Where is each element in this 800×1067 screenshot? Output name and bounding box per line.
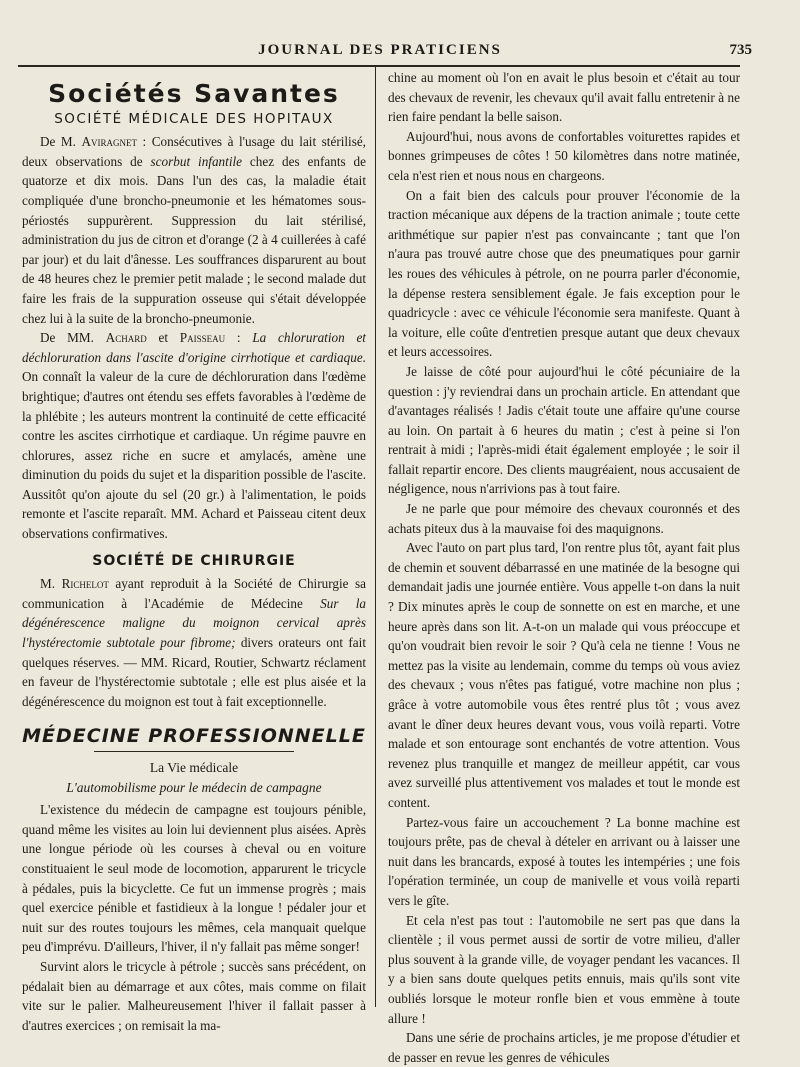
- paragraph: M. Richelot ayant reproduit à la Société de Chirurgie sa communication à l'Académie de Médecine Sur la dégénérescence maligne du moignon cervical après l'hystérectomie subtotale pour fibrome; divers orateurs ont fait quelques réserves. — MM. Ricard, Routier, Schwartz réclament en faveur de l'hystérectomie subtotale ; elle est plus aisée et la dégénérescence du moignon est tout à fait exceptionnelle.: [22, 576, 366, 709]
- left-column: [22, 68, 366, 1035]
- page-number: 735: [729, 42, 752, 58]
- article-subtitle: L'automobilisme pour le médecin de campagne: [66, 779, 322, 795]
- paragraph: Je laisse de côté pour aujourd'hui le côté pécuniaire de la question : j'y reviendrai dans un prochain article. En attendant que d'avantages réalisés ! Jadis c'était toute une affaire qu'une course au loin. On partait à 6 heures du matin ; c'est à peine si l'on rentrait à midi ; l'après-midi était également employée ; le soir il fallait repartir encore. Des clients maugréaient, nous accusaient de négligence, nous n'arrivions pas à tout faire.: [388, 363, 740, 497]
- paragraph: chine au moment où l'on en avait le plus besoin et c'était au tour des chevaux de revenir, les chevaux qu'il avait fallu entretenir à ne rien faire pendant la belle saison.: [388, 70, 740, 125]
- subheading-hopitaux: SOCIÉTÉ MÉDICALE DES HOPITAUX: [54, 110, 334, 127]
- paragraph: Avec l'auto on part plus tard, l'on rentre plus tôt, ayant fait plus de chemin et souvent débarrassé en une matinée de la besogne qui demandait jadis une journée entière. Vous appelle t-on dans la nuit ? Dix minutes après le coup de sonnette on est en marche, et une heure après dans son lit. A-t-on un malade qui vous préoccupe et qu'on voudrait bien revoir le soir ? Qu'à cela ne tienne ! Vous ne mettez pas la visite au lendemain, comme du temps où vous aviez des chevaux ; vous n'êtes pas fatigué, votre machine non plus ; grâce à votre automobile vous êtes rentré plus tôt ; vous avez avant le dîner deux heures devant vous, vous voilà reparti. Votre malade et son entourage sont enchantés de votre attention. Vous revenez plus tranquille et mangez de meilleur appétit, car vous avez surveillé plus attentivement vos malades et tout le monde est content.: [388, 540, 740, 810]
- paragraph: Dans une série de prochains articles, je me propose d'étudier et de passer en revue les genres de véhicules: [388, 1030, 740, 1065]
- paragraph: On a fait bien des calculs pour prouver l'économie de la traction mécanique aux dépens de la traction animale ; toute cette arithmétique sur papier n'est pas convaincante ; tant que l'on n'aura pas trouvé autre chose que des pneumatiques pour garnir les roues des véhicules à pétrole, on ne pourra parler d'économie, la dépense restera sensiblement égale. Je fais exception pour le quadricycle : avec ce véhicule l'économie sera manifeste. Quant à la voiture, elle coûte d'entretien presque autant que deux chevaux et leurs accessoires.: [388, 187, 740, 360]
- paragraph: Partez-vous faire un accouchement ? La bonne machine est toujours prête, pas de cheval à dételer en arrivant ou à laisser une nuit dans les brancards, exposé à toutes les intempéries ; une fois l'opération terminée, un coup de manivelle et vous voilà reparti vers le gîte.: [388, 814, 740, 908]
- subheading-chirurgie: SOCIÉTÉ DE CHIRURGIE: [92, 552, 296, 569]
- paragraph: Survint alors le tricycle à pétrole ; succès sans précédent, on pédalait bien au démarrage et aux côtes, mais comme on filait vite sur le palier. Malheureusement l'hiver il fallait passer à d'autres exercices ; on remisait la ma-: [22, 958, 366, 1033]
- section-heading-societes: Sociétés Savantes: [48, 79, 340, 108]
- journal-title: JOURNAL DES PRATICIENS: [258, 42, 502, 58]
- running-header: [20, 42, 752, 64]
- paragraph: Aujourd'hui, nous avons de confortables voiturettes rapides et bonnes grimpeuses de côtes ! 50 kilomètres dans notre matinée, cela n'est rien et nous nous en chargeons.: [388, 128, 740, 183]
- heading-underline: [94, 751, 294, 752]
- column-divider: [375, 67, 376, 1007]
- paragraph: L'existence du médecin de campagne est toujours pénible, quand même les visites au loin lui deviennent plus aisées. Après une longue période où les courses à cheval ou en voiture constituaient le seul mode de locomotion, apparurent le tricycle à pédales, puis la bicyclette. Ce fut un immense progrès ; mais quel exercice pénible et fastidieux à la longue ! pédaler jour et nuit sur des routes toujours les mêmes, cela manquait quelque peu d'imprévu. D'ailleurs, l'hiver, il n'y fallait pas même songer!: [22, 802, 366, 955]
- paragraph: Je ne parle que pour mémoire des chevaux couronnés et des achats piteux dus à la mauvaise foi des maquignons.: [388, 501, 740, 536]
- right-column: [388, 68, 740, 1067]
- section-heading-medecine: MÉDECINE PROFESSIONNELLE: [22, 725, 366, 748]
- article-title: La Vie médicale: [149, 760, 239, 775]
- paragraph: De M. Aviragnet : Consécutives à l'usage du lait stérilisé, deux observations de scorbut infantile chez des enfants de quatorze et dix mois. Dans l'un des cas, la maladie était compliquée d'une broncho-pneumonie et les hématomes sous-périostés suppurèrent. Suppression du lait stérilisé, administration du jus de citron et d'orange (2 à 4 cuillerées à café par jour) et du lait d'ânesse. Les souffrances disparurent au bout de 48 heures chez le premier petit malade ; le second malade dut faire les frais de la suppuration osseuse qui s'était développée chez lui à la suite de la broncho-pneumonie.: [22, 134, 366, 326]
- header-rule: [18, 65, 740, 67]
- paragraph: Et cela n'est pas tout : l'automobile ne sert pas que dans la clientèle ; il vous permet aussi de sortir de votre milieu, d'aller plus souvent à la grande ville, de voyager pendant les vacances. Il y a bien sans doute quelques petits ennuis, mais qu'ils sont vite oubliés lorsque le moteur ronfle bien et vous emmène à toute allure !: [388, 912, 740, 1026]
- paragraph: De MM. Achard et Paisseau : La chloruration et déchloruration dans l'ascite d'origine cirrhotique et cardiaque. On connaît la valeur de la cure de déchloruration dans l'œdème brightique; d'autres ont étendu ses effets favorables à l'œdème de la phlébite ; les auteurs montrent la continuité de cette efficacité contre les ascites cirrhotique et cardiaque. Un régime pauvre en chlorures, assez riche en sucre et amylacés, amène une diminution du poids du sujet et la disparition possible de l'ascite. Aussitôt qu'on ajoute du sel (20 gr.) à l'alimentation, le poids remonte et l'ascite reparaît. MM. Achard et Paisseau citent deux observations confirmatives.: [22, 330, 366, 542]
